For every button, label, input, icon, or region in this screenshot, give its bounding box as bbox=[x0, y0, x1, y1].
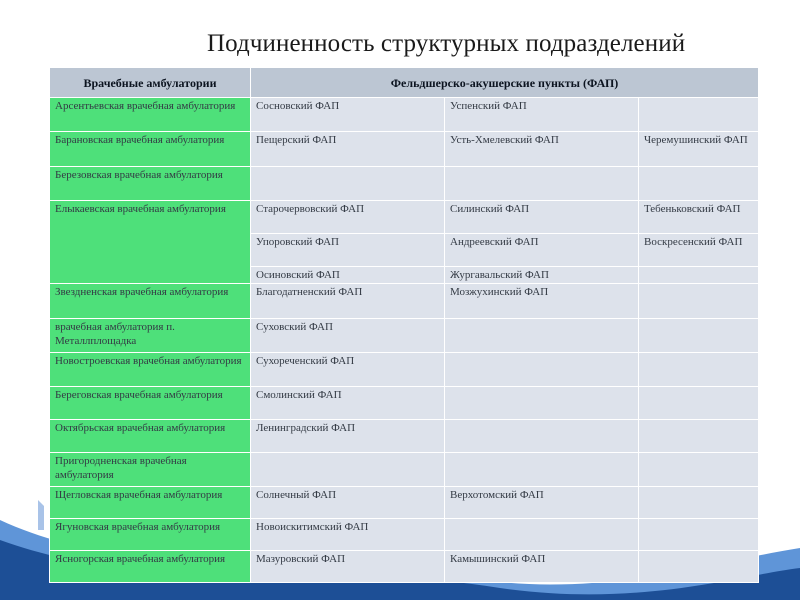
ambulatory-cell: Пригородненская врачебная амбулатория bbox=[50, 453, 251, 487]
table-header-row bbox=[50, 68, 759, 98]
table-row bbox=[50, 353, 759, 387]
fap-cell bbox=[639, 353, 759, 387]
table-row bbox=[50, 420, 759, 453]
header-ambulatories: Врачебные амбулатории bbox=[50, 68, 251, 98]
ambulatory-cell: Щегловская врачебная амбулатория bbox=[50, 487, 251, 519]
table-row bbox=[50, 453, 759, 487]
table-row bbox=[50, 519, 759, 551]
fap-cell bbox=[639, 519, 759, 551]
fap-cell: Силинский ФАП bbox=[445, 201, 639, 234]
fap-cell: Мазуровский ФАП bbox=[251, 551, 445, 583]
fap-cell bbox=[639, 487, 759, 519]
fap-cell bbox=[639, 551, 759, 583]
fap-cell bbox=[639, 453, 759, 487]
table-row bbox=[50, 167, 759, 201]
fap-cell: Суховский ФАП bbox=[251, 319, 445, 353]
fap-cell bbox=[639, 319, 759, 353]
fap-cell: Мозжухинский ФАП bbox=[445, 284, 639, 319]
fap-cell: Камышинский ФАП bbox=[445, 551, 639, 583]
table-row bbox=[50, 387, 759, 420]
table-row bbox=[50, 551, 759, 583]
fap-cell: Верхотомский ФАП bbox=[445, 487, 639, 519]
fap-cell: Благодатненский ФАП bbox=[251, 284, 445, 319]
table-row bbox=[50, 132, 759, 167]
fap-cell: Жургавальский ФАП bbox=[445, 267, 639, 284]
fap-cell: Ленинградский ФАП bbox=[251, 420, 445, 453]
fap-cell bbox=[445, 167, 639, 201]
fap-cell bbox=[445, 319, 639, 353]
ambulatory-cell: Барановская врачебная амбулатория bbox=[50, 132, 251, 167]
fap-cell: Успенский ФАП bbox=[445, 98, 639, 132]
fap-cell bbox=[639, 167, 759, 201]
fap-cell bbox=[445, 519, 639, 551]
fap-cell: Сосновский ФАП bbox=[251, 98, 445, 132]
ambulatory-cell: Береговская врачебная амбулатория bbox=[50, 387, 251, 420]
fap-cell bbox=[251, 167, 445, 201]
fap-cell: Солнечный ФАП bbox=[251, 487, 445, 519]
fap-cell bbox=[445, 353, 639, 387]
fap-cell: Усть-Хмелевский ФАП bbox=[445, 132, 639, 167]
fap-cell bbox=[445, 453, 639, 487]
fap-cell bbox=[445, 420, 639, 453]
fap-cell bbox=[639, 420, 759, 453]
page-title: Подчиненность структурных подразделений bbox=[207, 30, 686, 57]
table-row bbox=[50, 319, 759, 353]
fap-cell: Воскресенский ФАП bbox=[639, 234, 759, 267]
ambulatory-cell: Звездненская врачебная амбулатория bbox=[50, 284, 251, 319]
table-row bbox=[50, 98, 759, 132]
fap-cell: Сухореченский ФАП bbox=[251, 353, 445, 387]
fap-cell bbox=[639, 284, 759, 319]
table-row bbox=[50, 284, 759, 319]
ambulatory-cell: Елыкаевская врачебная амбулатория bbox=[50, 201, 251, 284]
fap-cell bbox=[445, 387, 639, 420]
ambulatory-cell: Арсентьевская врачебная амбулатория bbox=[50, 98, 251, 132]
fap-cell: Черемушинский ФАП bbox=[639, 132, 759, 167]
fap-cell: Старочервовский ФАП bbox=[251, 201, 445, 234]
ambulatory-cell: Березовская врачебная амбулатория bbox=[50, 167, 251, 201]
subordination-table bbox=[49, 67, 759, 583]
ambulatory-cell: Ясногорская врачебная амбулатория bbox=[50, 551, 251, 583]
ambulatory-cell: Октябрьская врачебная амбулатория bbox=[50, 420, 251, 453]
ambulatory-cell: Ягуновская врачебная амбулатория bbox=[50, 519, 251, 551]
fap-cell: Андреевский ФАП bbox=[445, 234, 639, 267]
fap-cell: Смолинский ФАП bbox=[251, 387, 445, 420]
table-row bbox=[50, 487, 759, 519]
header-faps: Фельдшерско-акушерские пункты (ФАП) bbox=[251, 68, 759, 98]
fap-cell bbox=[639, 387, 759, 420]
fap-cell: Пещерский ФАП bbox=[251, 132, 445, 167]
table-row bbox=[50, 201, 759, 234]
fap-cell bbox=[251, 453, 445, 487]
fap-cell bbox=[639, 98, 759, 132]
ambulatory-cell: Новостроевская врачебная амбулатория bbox=[50, 353, 251, 387]
fap-cell: Новоискитимский ФАП bbox=[251, 519, 445, 551]
fap-cell: Осиновский ФАП bbox=[251, 267, 445, 284]
ambulatory-cell: врачебная амбулатория п. Металлплощадка bbox=[50, 319, 251, 353]
fap-cell: Тебеньковский ФАП bbox=[639, 201, 759, 234]
fap-cell: Упоровский ФАП bbox=[251, 234, 445, 267]
fap-cell bbox=[639, 267, 759, 284]
